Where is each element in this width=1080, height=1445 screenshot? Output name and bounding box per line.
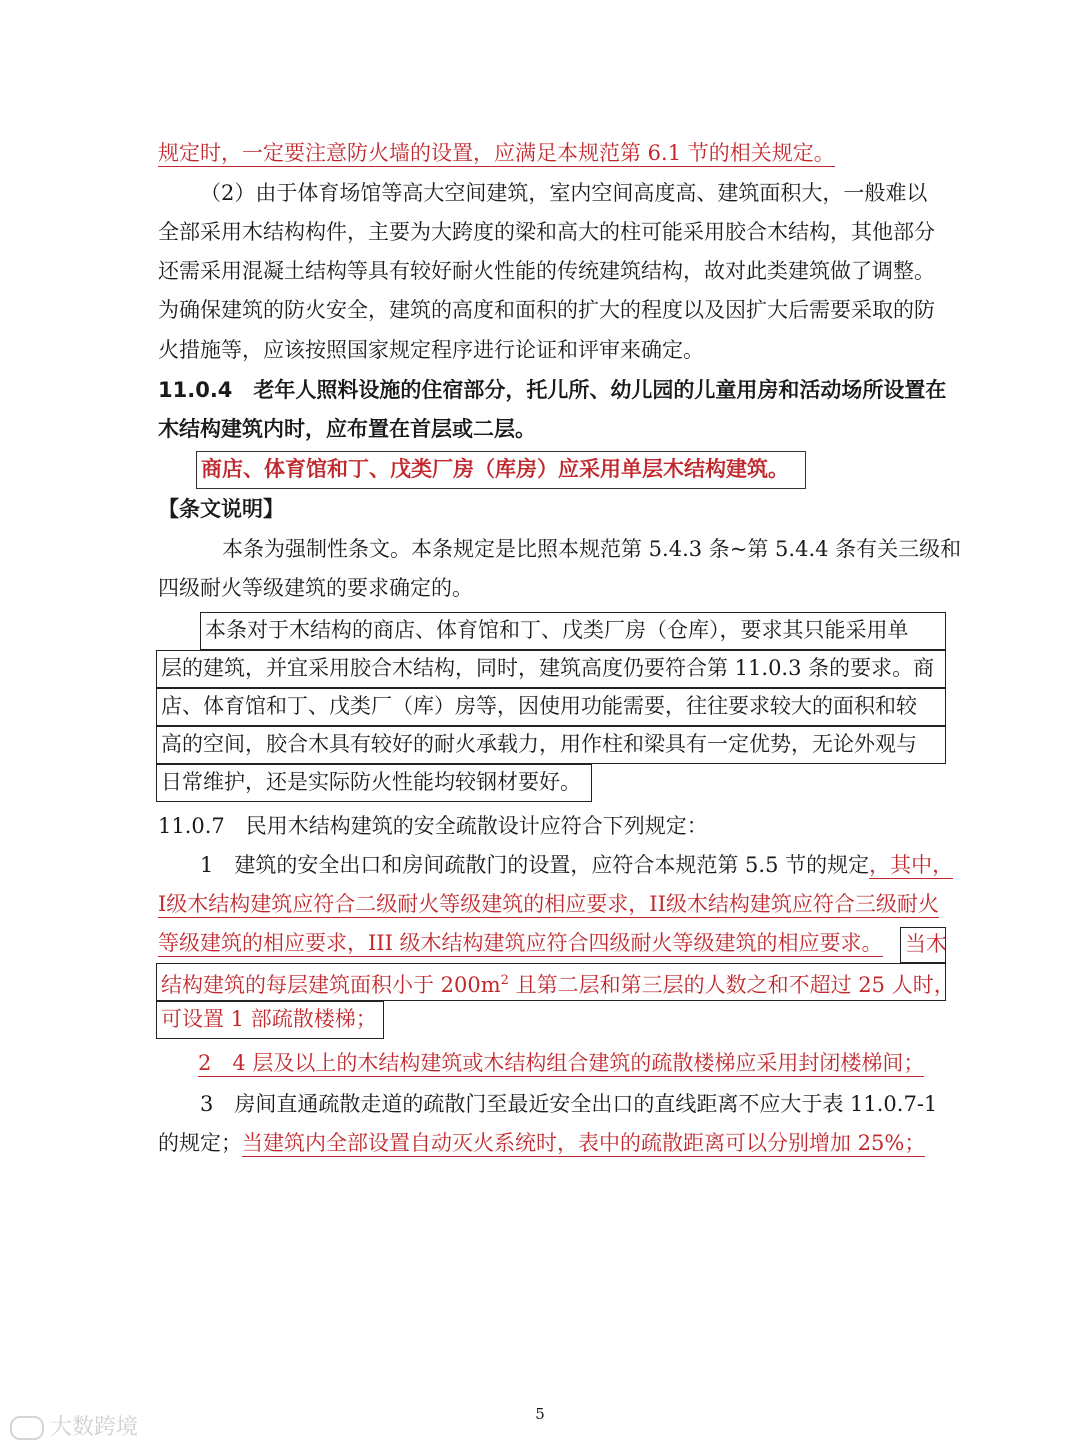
section-heading: 【条文说明】 [158,497,284,521]
text-line: 四级耐火等级建筑的要求确定的。 [158,576,473,600]
underlined-text: I级木结构建筑应符合二级耐火等级建筑的相应要求，II级木结构建筑应符合三级耐火 [158,892,939,916]
boxed-line: 高的空间，胶合木具有较好的耐火承载力，用作柱和梁具有一定优势，无论外观与 [156,726,946,764]
watermark-text: 大数跨境 [50,1415,139,1440]
text-line: 为确保建筑的防火安全，建筑的高度和面积的扩大的程度以及因扩大后需要采取的防 [158,298,935,322]
boxed-line: 本条对于木结构的商店、体育馆和丁、戊类厂房（仓库），要求其只能采用单 [200,612,946,650]
text-line: 全部采用木结构构件，主要为大跨度的梁和高大的柱可能采用胶合木结构，其他部分 [158,220,935,244]
text-line [200,850,953,880]
article-heading: 11.0.7 民用木结构建筑的安全疏散设计应符合下列规定： [158,814,708,838]
text-line [198,1048,924,1078]
text-line: 本条为强制性条文。本条规定是比照本规范第 5.4.3 条~第 5.4.4 条有关三级和 [222,537,962,561]
underlined-text: 规定时，一定要注意防火墙的设置，应满足本规范第 6.1 节的相关规定。 [158,141,835,165]
text-line [158,1128,925,1158]
text-segment: 结构建筑的每层建筑面积小于 200m [161,973,501,997]
boxed-line [156,963,955,1001]
text-segment: 的规定； [158,1131,242,1155]
watermark [10,1410,138,1441]
text-line [158,889,939,919]
boxed-line: 店、体育馆和丁、戊类厂（库）房等，因使用功能需要，往往要求较大的面积和较 [156,688,946,726]
page-number: 5 [535,1405,545,1423]
underlined-text: 当建筑内全部设置自动灭火系统时，表中的疏散距离可以分别增加 25%； [242,1131,926,1155]
text-line: （2）由于体育场馆等高大空间建筑，室内空间高度高、建筑面积大，一般难以 [200,181,928,205]
boxed-text: 当木 [900,927,946,963]
text-line [158,928,883,958]
text-line: 还需采用混凝土结构等具有较好耐火性能的传统建筑结构，故对此类建筑做了调整。 [158,259,935,283]
text-segment: 且第二层和第三层的人数之和不超过 25 人时， [508,973,955,997]
article-heading: 11.0.4 老年人照料设施的住宿部分，托儿所、幼儿园的儿童用房和活动场所设置在 [158,378,947,402]
underlined-text: 等级建筑的相应要求，III 级木结构建筑应符合四级耐火等级建筑的相应要求。 [158,931,883,955]
underlined-text: ，其中， [869,853,954,877]
watermark-logo-icon [10,1416,44,1440]
text-line [158,138,835,168]
boxed-line: 层的建筑，并宜采用胶合木结构，同时，建筑高度仍要符合第 11.0.3 条的要求。商 [156,650,946,688]
underlined-text: 2 4 层及以上的木结构建筑或木结构组合建筑的疏散楼梯应采用封闭楼梯间； [198,1051,925,1075]
highlight-box: 商店、体育馆和丁、戊类厂房（库房）应采用单层木结构建筑。 [196,451,806,489]
text-segment: 1 建筑的安全出口和房间疏散门的设置，应符合本规范第 5.5 节的规定 [200,853,870,877]
article-text: 木结构建筑内时，应布置在首层或二层。 [158,417,536,441]
boxed-line: 日常维护，还是实际防火性能均较钢材要好。 [156,764,592,802]
text-line: 火措施等，应该按照国家规定程序进行论证和评审来确定。 [158,338,704,362]
superscript: 2 [500,973,509,988]
text-line: 3 房间直通疏散走道的疏散门至最近安全出口的直线距离不应大于表 11.0.7-1 [200,1092,938,1116]
boxed-line: 可设置 1 部疏散楼梯； [156,1001,384,1039]
